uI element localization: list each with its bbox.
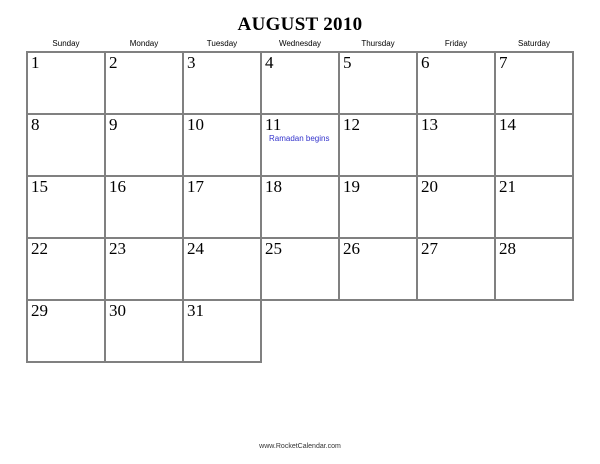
day-cell — [417, 52, 495, 114]
date-number: 31 — [187, 301, 204, 320]
date-number: 7 — [499, 53, 508, 72]
day-cell — [183, 114, 261, 176]
weekday-header-friday: Friday — [444, 39, 468, 48]
empty-cell — [495, 300, 573, 362]
day-cell — [105, 176, 183, 238]
day-cell — [183, 300, 261, 362]
date-number: 8 — [31, 115, 40, 134]
day-cell — [339, 114, 417, 176]
date-number: 12 — [343, 115, 360, 134]
date-number: 2 — [109, 53, 118, 72]
day-cell — [417, 176, 495, 238]
site-credit: www.RocketCalendar.com — [259, 443, 341, 450]
date-number: 24 — [187, 239, 204, 258]
weekday-header-saturday: Saturday — [517, 39, 551, 48]
day-cell — [105, 300, 183, 362]
date-number: 5 — [343, 53, 352, 72]
day-cell — [495, 238, 573, 300]
week-row — [27, 176, 573, 238]
day-cell — [261, 238, 339, 300]
weekday-header-tuesday: Tuesday — [206, 39, 238, 48]
weekday-header-wednesday: Wednesday — [278, 39, 322, 48]
weekday-header-sunday: Sunday — [52, 39, 80, 48]
date-number: 3 — [187, 53, 196, 72]
day-cell — [495, 176, 573, 238]
date-number: 14 — [499, 115, 516, 134]
date-number: 4 — [265, 53, 274, 72]
calendar-grid — [26, 36, 574, 363]
day-cell — [27, 300, 105, 362]
date-number: 29 — [31, 301, 48, 320]
empty-cell — [261, 300, 339, 362]
date-number: 15 — [31, 177, 48, 196]
day-cell — [105, 114, 183, 176]
date-number: 1 — [31, 53, 40, 72]
date-number: 21 — [499, 177, 516, 196]
date-number: 22 — [31, 239, 48, 258]
day-cell — [495, 114, 573, 176]
day-cell — [27, 176, 105, 238]
day-cell — [27, 114, 105, 176]
day-cell — [105, 52, 183, 114]
date-number: 23 — [109, 239, 126, 258]
event-label: Ramadan begins — [269, 134, 330, 143]
day-cell — [417, 114, 495, 176]
weekday-header-thursday: Thursday — [361, 39, 395, 48]
empty-cell — [417, 300, 495, 362]
day-cell — [339, 176, 417, 238]
weekday-header-monday: Monday — [129, 39, 159, 48]
date-number: 20 — [421, 177, 438, 196]
day-cell — [183, 238, 261, 300]
date-number: 16 — [109, 177, 126, 196]
day-cell — [27, 238, 105, 300]
week-row — [27, 52, 573, 114]
date-number: 27 — [421, 239, 438, 258]
day-cell — [261, 176, 339, 238]
date-number: 9 — [109, 115, 118, 134]
date-number: 25 — [265, 239, 282, 258]
day-cell — [339, 238, 417, 300]
day-cell — [105, 238, 183, 300]
weekday-header-row — [27, 36, 573, 52]
week-row — [27, 300, 573, 362]
date-number: 17 — [187, 177, 204, 196]
empty-cell — [339, 300, 417, 362]
day-cell — [495, 52, 573, 114]
date-number: 11 — [265, 115, 282, 134]
day-cell — [339, 52, 417, 114]
day-cell — [27, 52, 105, 114]
day-cell — [261, 52, 339, 114]
calendar-title: AUGUST 2010 — [237, 14, 363, 35]
date-number: 6 — [421, 53, 430, 72]
date-number: 30 — [109, 301, 126, 320]
date-number: 10 — [187, 115, 204, 134]
week-row — [27, 238, 573, 300]
day-cell — [417, 238, 495, 300]
day-cell — [183, 52, 261, 114]
date-number: 26 — [343, 239, 360, 258]
date-number: 19 — [343, 177, 360, 196]
date-number: 13 — [421, 115, 438, 134]
date-number: 28 — [499, 239, 516, 258]
date-number: 18 — [265, 177, 282, 196]
day-cell-ramadan — [261, 114, 339, 176]
day-cell — [183, 176, 261, 238]
week-row — [27, 114, 573, 176]
